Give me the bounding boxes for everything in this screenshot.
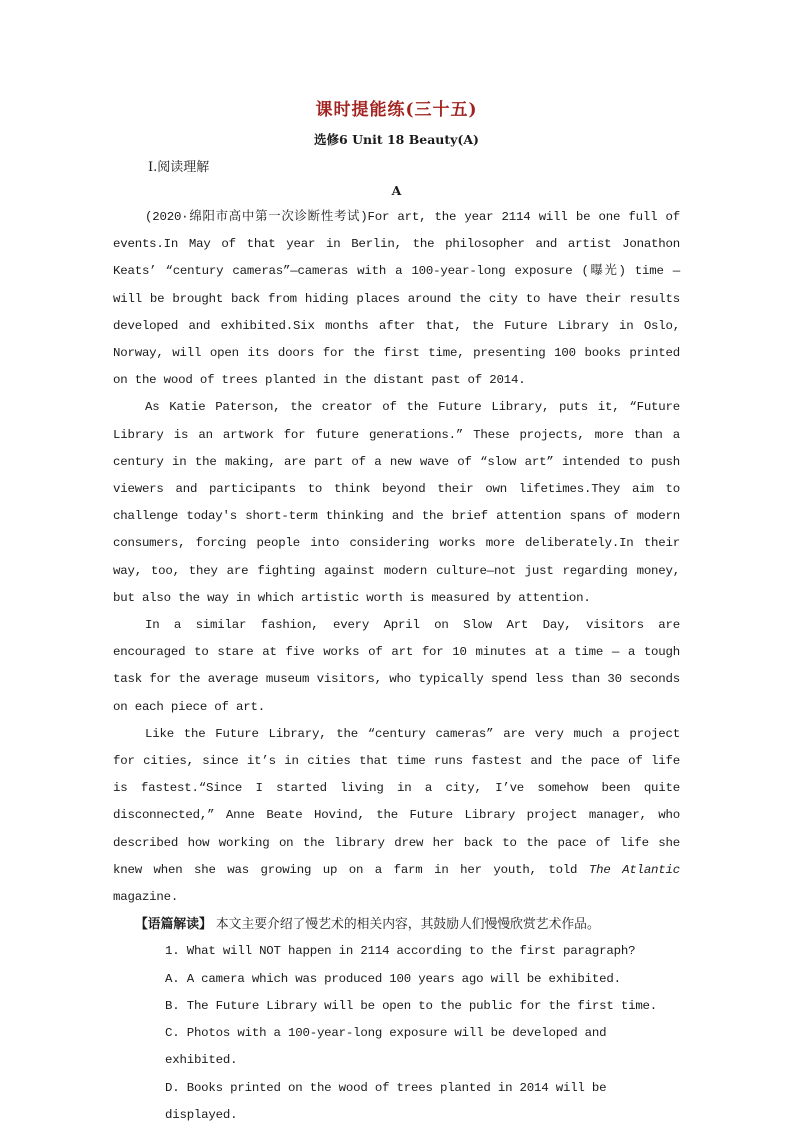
passage-paragraph-3: In a similar fashion, every April on Slow Art Day, visitors are encouraged to stare at five works of art for 10 minutes at a time — a tough task for the average museum visitors, who typically spend less than 30 seconds on each piece of art.: [113, 618, 680, 714]
page-subtitle: 选修6 Unit 18 Beauty(A): [314, 132, 479, 147]
analysis-text: 本文主要介绍了慢艺术的相关内容，其鼓励人们慢慢欣赏艺术作品。: [211, 917, 600, 933]
paragraph-4-end: magazine.: [113, 890, 179, 905]
paragraph-4-main: Like the Future Library, the “century cameras” are very much a project for cities, since it’s in cities that time runs fastest and the pace of life is fastest.“Since I started living in a city, I’ve somehow been quite disconnected,” Anne Beate Hovind, the Future Library project manager, who described how working on the library drew her back to the pace of life she knew when she was growing up on a farm in her youth, told: [113, 726, 680, 877]
question-option-d: D. Books printed on the wood of trees planted in 2014 will be displayed.: [165, 1080, 607, 1122]
passage-label: A: [391, 183, 402, 198]
magazine-title: The Atlantic: [588, 862, 680, 877]
question-option-a: A. A camera which was produced 100 years ago will be exhibited.: [165, 971, 621, 986]
analysis-label: 【语篇解读】: [135, 917, 212, 933]
question-option-c: C. Photos with a 100-year-long exposure will be developed and exhibited.: [165, 1026, 607, 1068]
page-title: 课时提能练(三十五): [315, 100, 478, 120]
passage-analysis: [113, 911, 680, 938]
section-heading: Ⅰ.阅读理解: [148, 160, 210, 175]
document-page: [113, 95, 680, 1129]
passage-paragraph-2: As Katie Paterson, the creator of the Future Library, puts it, “Future Library is an artwork for future generations.” These projects, more than a century in the making, are part of a new wave of “slow art” intended to push viewers and participants to think beyond their own lifetimes.They aim to challenge today's short-term thinking and the brief attention spans of modern consumers, forcing people into considering works more deliberately.In their way, too, they are fighting against modern culture—not just regarding money, but also the way in which artistic worth is measured by attention.: [113, 400, 680, 605]
passage-paragraph-4: [113, 721, 680, 911]
question-option-b: B. The Future Library will be open to the public for the first time.: [165, 998, 658, 1013]
question-stem: 1. What will NOT happen in 2114 according to the first paragraph?: [165, 944, 636, 959]
passage-paragraph-1: (2020·绵阳市高中第一次诊断性考试)For art, the year 2114 will be one full of events.In May of that year in Berlin, the philosopher and artist Jonathon Keats’ “century cameras”—cameras with a 100-year-long exposure (曝光) time — will be brought back from hiding places around the city to have their results developed and exhibited.Six months after that, the Future Library in Oslo, Norway, will open its doors for the first time, presenting 100 books printed on the wood of trees planted in the distant past of 2014.: [113, 210, 680, 388]
